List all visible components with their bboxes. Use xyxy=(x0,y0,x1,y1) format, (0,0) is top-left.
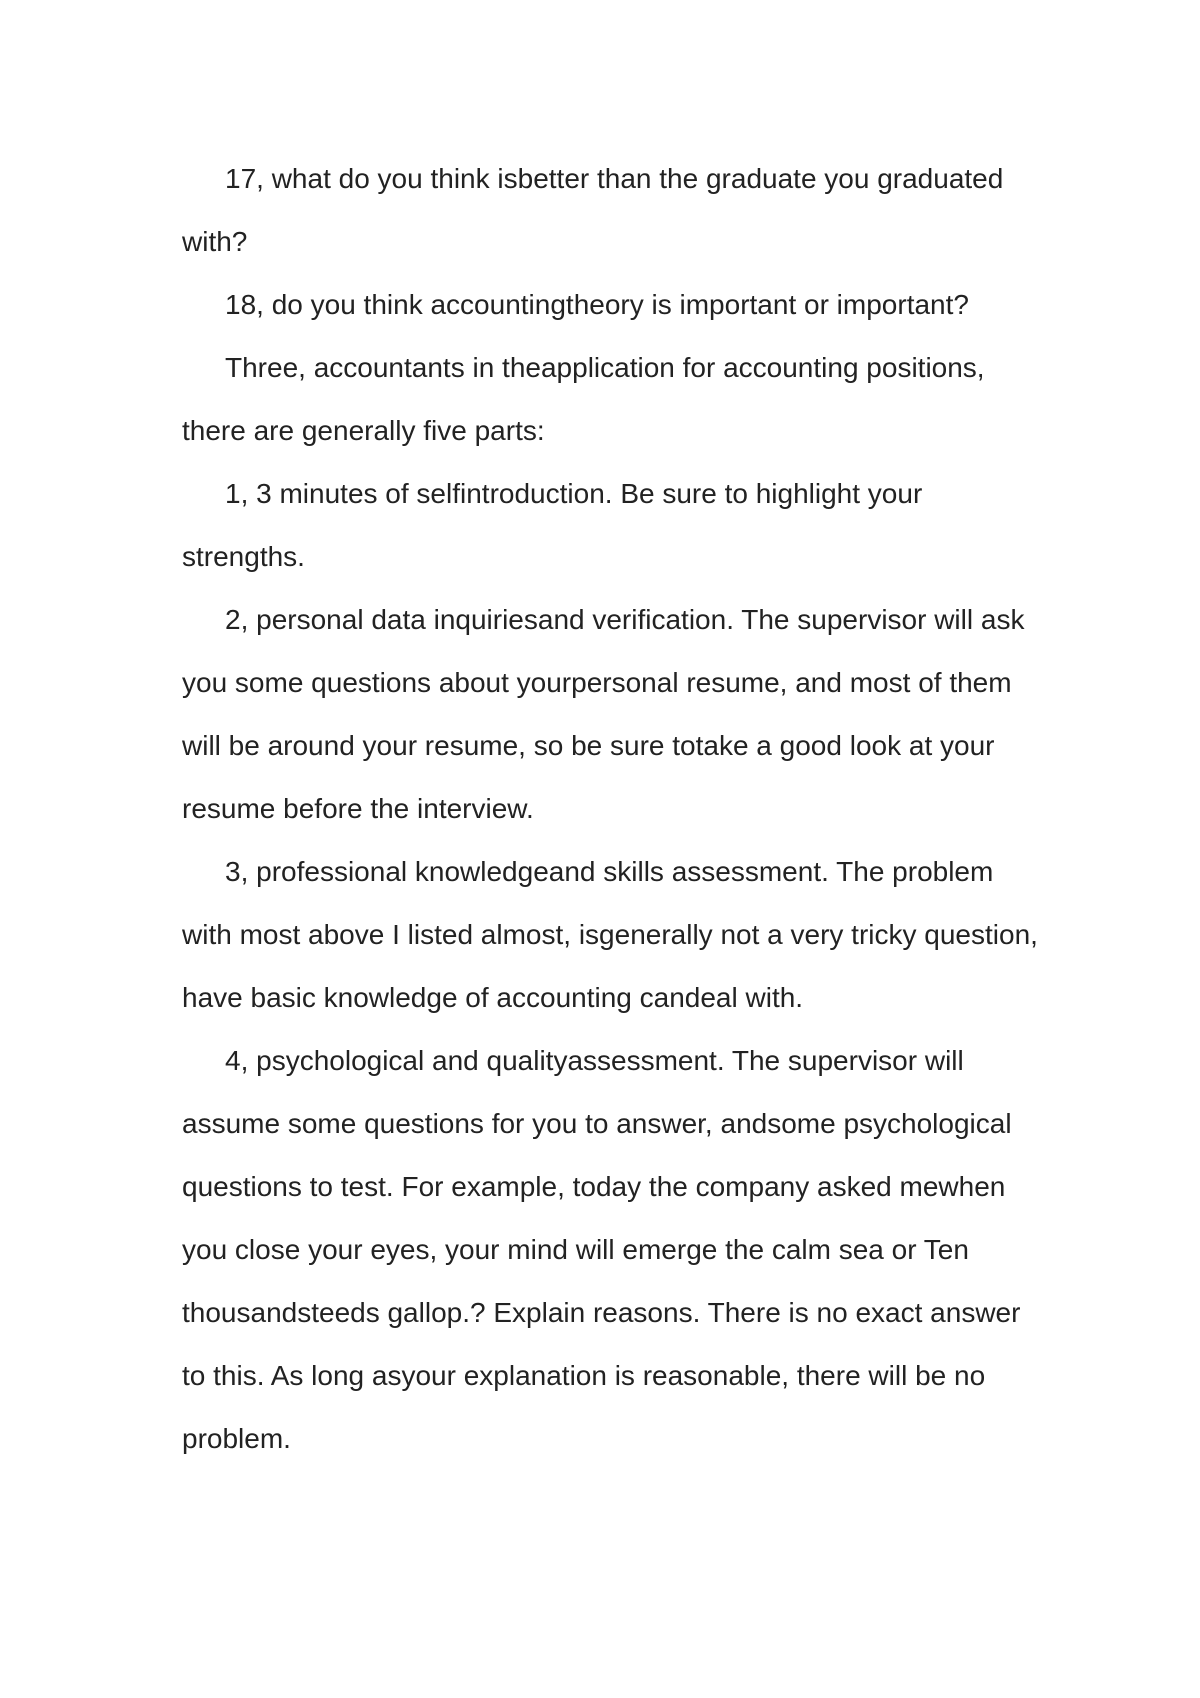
paragraph-section-three-intro: Three, accountants in theapplication for accounting positions, there are generally five parts: xyxy=(182,352,985,446)
paragraph-part-1: 1, 3 minutes of selfintroduction. Be sure to highlight your strengths. xyxy=(182,478,923,572)
paragraph-part-4: 4, psychological and qualityassessment. The supervisor will assume some questions for you to answer, andsome psychological questions to test. For example, today the company asked mewhen you close your eyes, your mind will emerge the calm sea or Ten thousandsteeds gallop.? Explain reasons. There is no exact answer to this. As long asyour explanation is reasonable, there will be no problem. xyxy=(182,1045,1021,1454)
paragraph-part-3: 3, professional knowledgeand skills assessment. The problem with most above I listed almost, isgenerally not a very tricky question, have basic knowledge of accounting candeal with. xyxy=(182,856,1038,1013)
paragraph-question-17: 17, what do you think isbetter than the graduate you graduated with? xyxy=(182,163,1004,257)
paragraph-part-2: 2, personal data inquiriesand verification. The supervisor will ask you some questions about yourpersonal resume, and most of them will be around your resume, so be sure totake a good look at your resume before the interview. xyxy=(182,604,1025,824)
paragraph-question-18: 18, do you think accountingtheory is important or important? xyxy=(225,289,969,320)
document-body xyxy=(182,147,1040,1470)
